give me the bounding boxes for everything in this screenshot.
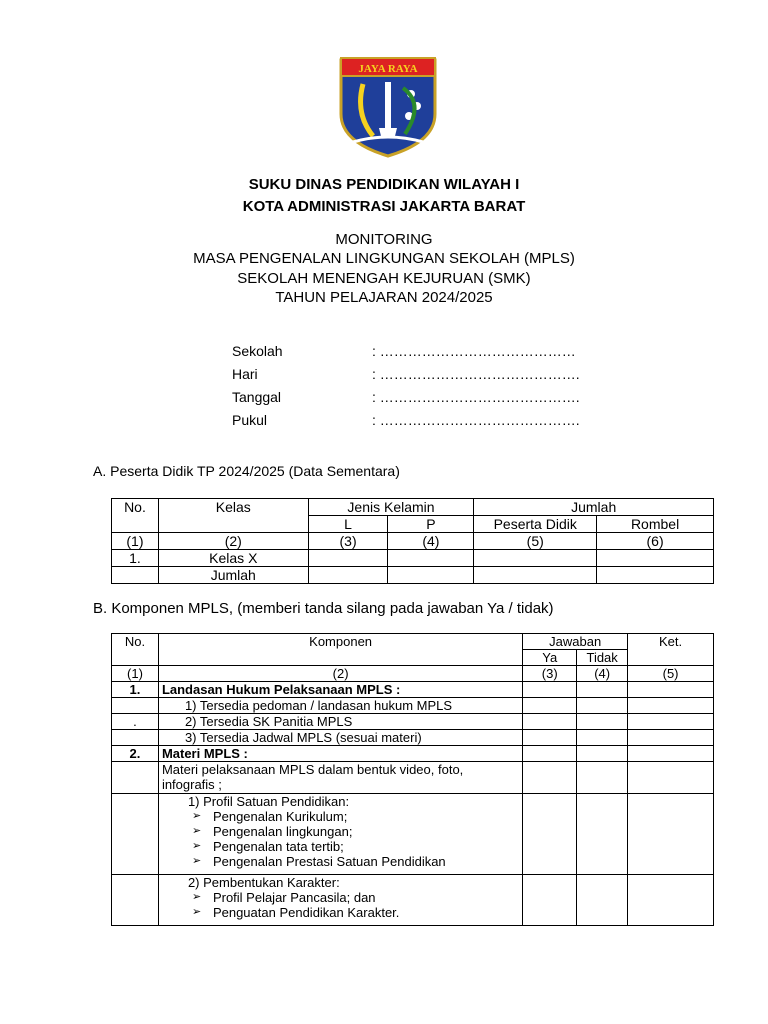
header-year: TAHUN PELAJARAN 2024/2025 [275, 289, 493, 306]
header-mpls: MASA PENGENALAN LINGKUNGAN SEKOLAH (MPLS) [193, 250, 575, 267]
col-header-ya: Ya [523, 650, 577, 666]
index-cell: (4) [388, 533, 474, 550]
list-item-text: Pengenalan lingkungan; [212, 824, 353, 839]
info-label: Pukul [232, 412, 268, 428]
answer-cell[interactable] [577, 794, 628, 875]
section-row-landasan-hukum [112, 682, 714, 698]
empty-cell [112, 567, 159, 584]
row-no: 2. [112, 746, 159, 762]
section-b-title: B. Komponen MPLS, (memberi tanda silang pada jawaban Ya / tidak) [93, 600, 554, 617]
header-smk: SEKOLAH MENENGAH KEJURUAN (SMK) [237, 270, 531, 287]
list-item-text: Pengenalan tata tertib; [212, 839, 344, 854]
list-item [162, 824, 519, 839]
bullet-list [162, 809, 519, 869]
col-header-jenis-kelamin: Jenis Kelamin [308, 499, 474, 516]
answer-cell[interactable] [577, 714, 628, 730]
header-city: KOTA ADMINISTRASI JAKARTA BARAT [242, 198, 526, 215]
input-cell[interactable] [308, 567, 388, 584]
header-monitoring: MONITORING [335, 231, 433, 248]
item-text: 2) Tersedia SK Panitia MPLS [158, 714, 522, 730]
answer-cell[interactable] [577, 682, 628, 698]
sub-heading: 2) Pembentukan Karakter: [187, 875, 340, 890]
table-index-row [112, 533, 714, 550]
list-item-text: Profil Pelajar Pancasila; dan [212, 890, 376, 905]
input-cell[interactable] [474, 550, 597, 567]
input-cell[interactable] [388, 550, 474, 567]
answer-cell[interactable] [628, 698, 714, 714]
list-item-text: Pengenalan Prestasi Satuan Pendidikan [212, 854, 446, 869]
list-item [162, 890, 519, 905]
col-header-peserta-didik: Peserta Didik [474, 516, 597, 533]
col-header-jumlah: Jumlah [474, 499, 714, 516]
info-value: : ……………………………………. [372, 389, 580, 405]
answer-cell[interactable] [523, 762, 577, 794]
col-header-tidak: Tidak [577, 650, 628, 666]
info-value: : ……………………………………. [372, 412, 580, 428]
index-cell: (5) [474, 533, 597, 550]
col-header-p: P [388, 516, 474, 533]
table-row [112, 730, 714, 746]
table-row [112, 875, 714, 926]
item-text: Materi pelaksanaan MPLS dalam bentuk video, foto, infografis ; [158, 762, 522, 794]
col-header-kelas: Kelas [158, 499, 308, 533]
sub-heading: 1) Profil Satuan Pendidikan: [187, 794, 350, 809]
index-cell: (1) [112, 666, 159, 682]
row-total-label: Jumlah [158, 567, 308, 584]
item-text: 3) Tersedia Jadwal MPLS (sesuai materi) [158, 730, 522, 746]
header-agency: SUKU DINAS PENDIDIKAN WILAYAH I [248, 176, 520, 193]
answer-cell[interactable] [628, 746, 714, 762]
arrow-bullet-icon: ➢ [191, 810, 202, 822]
answer-cell[interactable] [577, 762, 628, 794]
info-row-hari [232, 366, 580, 382]
list-item [162, 839, 519, 854]
arrow-bullet-icon: ➢ [191, 855, 202, 867]
index-cell: (2) [158, 533, 308, 550]
row-kelas: Kelas X [158, 550, 308, 567]
input-cell[interactable] [388, 567, 474, 584]
info-value: : …………………………………… [372, 343, 576, 359]
empty-cell [112, 794, 159, 875]
index-cell: (3) [523, 666, 577, 682]
col-header-jawaban: Jawaban [523, 634, 628, 650]
list-item [162, 809, 519, 824]
item-text: 1) Tersedia pedoman / landasan hukum MPLS [158, 698, 522, 714]
table-index-row [112, 666, 714, 682]
bullet-list [162, 890, 519, 920]
table-header-row [112, 499, 714, 516]
input-cell[interactable] [597, 567, 714, 584]
info-value: : ……………………………………. [372, 366, 580, 382]
jakarta-coat-of-arms-logo [333, 54, 443, 158]
col-header-komponen: Komponen [158, 634, 522, 666]
list-item-text: Pengenalan Kurikulum; [212, 809, 348, 824]
profil-satuan-cell [158, 794, 522, 875]
answer-cell[interactable] [523, 746, 577, 762]
section-row-materi [112, 746, 714, 762]
table-row [112, 794, 714, 875]
table-row [112, 698, 714, 714]
info-row-pukul [232, 412, 580, 428]
col-header-no: No. [112, 499, 159, 533]
empty-cell [112, 762, 159, 794]
section-title: Landasan Hukum Pelaksanaan MPLS : [158, 682, 522, 698]
answer-cell[interactable] [523, 875, 577, 926]
info-label: Sekolah [232, 343, 283, 359]
answer-cell[interactable] [577, 730, 628, 746]
answer-cell[interactable] [628, 682, 714, 698]
answer-cell[interactable] [523, 730, 577, 746]
index-cell: (5) [628, 666, 714, 682]
empty-cell [112, 875, 159, 926]
peserta-didik-table [111, 498, 714, 584]
index-cell: (6) [597, 533, 714, 550]
index-cell: (2) [158, 666, 522, 682]
index-cell: (1) [112, 533, 159, 550]
answer-cell[interactable] [577, 746, 628, 762]
arrow-bullet-icon: ➢ [191, 906, 202, 918]
row-no: 1. [112, 682, 159, 698]
info-row-tanggal [232, 389, 580, 405]
list-item [162, 854, 519, 869]
answer-cell[interactable] [523, 794, 577, 875]
table-total-row [112, 567, 714, 584]
row-no: 1. [112, 550, 159, 567]
pembentukan-karakter-cell [158, 875, 522, 926]
list-item [162, 905, 519, 920]
input-cell[interactable] [474, 567, 597, 584]
index-cell: (3) [308, 533, 388, 550]
input-cell[interactable] [597, 550, 714, 567]
table-row [112, 714, 714, 730]
col-header-l: L [308, 516, 388, 533]
table-row [112, 762, 714, 794]
answer-cell[interactable] [577, 875, 628, 926]
col-header-rombel: Rombel [597, 516, 714, 533]
answer-cell[interactable] [523, 698, 577, 714]
empty-cell [112, 730, 159, 746]
answer-cell[interactable] [628, 714, 714, 730]
answer-cell[interactable] [628, 794, 714, 875]
col-header-ket: Ket. [628, 634, 714, 666]
info-label: Hari [232, 366, 258, 382]
komponen-mpls-table [111, 633, 714, 926]
answer-cell[interactable] [628, 730, 714, 746]
table-row [112, 550, 714, 567]
row-mark: . [112, 714, 159, 730]
logo-banner-text: JAYA RAYA [358, 63, 418, 75]
arrow-bullet-icon: ➢ [191, 825, 202, 837]
arrow-bullet-icon: ➢ [191, 891, 202, 903]
table-header-row [112, 634, 714, 650]
answer-cell[interactable] [523, 682, 577, 698]
index-cell: (4) [577, 666, 628, 682]
arrow-bullet-icon: ➢ [191, 840, 202, 852]
answer-cell[interactable] [628, 762, 714, 794]
answer-cell[interactable] [523, 714, 577, 730]
info-row-sekolah [232, 343, 576, 359]
answer-cell[interactable] [577, 698, 628, 714]
section-a-title: A. Peserta Didik TP 2024/2025 (Data Sementara) [93, 463, 400, 479]
list-item-text: Penguatan Pendidikan Karakter. [212, 905, 400, 920]
col-header-no: No. [112, 634, 159, 666]
info-label: Tanggal [232, 389, 282, 405]
empty-cell [112, 698, 159, 714]
answer-cell[interactable] [628, 875, 714, 926]
section-title: Materi MPLS : [158, 746, 522, 762]
input-cell[interactable] [308, 550, 388, 567]
